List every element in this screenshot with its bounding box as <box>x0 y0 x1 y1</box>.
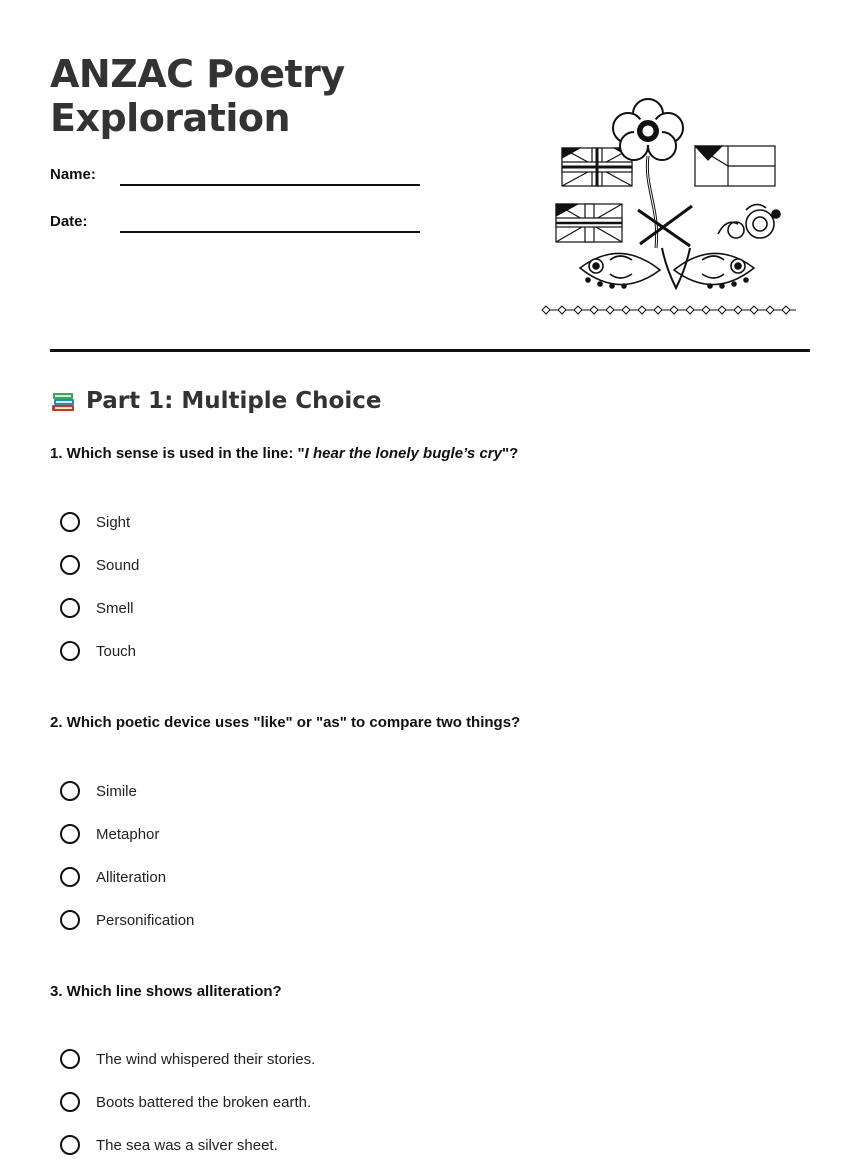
option-label: Alliteration <box>96 868 167 886</box>
q3-option-3[interactable] <box>60 1132 278 1158</box>
q2-option-simile[interactable] <box>60 778 137 804</box>
option-label: Smell <box>96 599 134 617</box>
question-2: 2. Which poetic device uses "like" or "as" to compare two things? <box>50 714 521 731</box>
option-label: The wind whispered their stories. <box>96 1050 316 1068</box>
page-title-line-1: ANZAC Poetry <box>50 52 345 96</box>
maori-pattern-icon <box>580 248 754 288</box>
radio-button[interactable] <box>60 867 80 887</box>
name-field-row <box>50 166 420 190</box>
radio-button[interactable] <box>60 910 80 930</box>
name-label: Name: <box>50 166 96 183</box>
radio-button[interactable] <box>60 1135 80 1155</box>
radio-button[interactable] <box>60 555 80 575</box>
poppy-icon <box>613 99 683 160</box>
radio-button[interactable] <box>60 824 80 844</box>
section-heading-text: Part 1: Multiple Choice <box>86 388 382 414</box>
q3-option-2[interactable] <box>60 1089 311 1115</box>
page-title <box>50 52 345 140</box>
radio-button[interactable] <box>60 1092 80 1112</box>
q1-option-smell[interactable] <box>60 595 134 621</box>
option-label: Metaphor <box>96 825 160 843</box>
radio-button[interactable] <box>60 512 80 532</box>
date-field-row <box>50 213 420 237</box>
option-label: Personification <box>96 911 195 929</box>
radio-button[interactable] <box>60 598 80 618</box>
name-field[interactable] <box>120 184 420 186</box>
anzac-illustration <box>540 98 802 318</box>
question-3: 3. Which line shows alliteration? <box>50 983 282 1000</box>
date-label: Date: <box>50 213 88 230</box>
option-label: Boots battered the broken earth. <box>96 1093 312 1111</box>
q2-option-personification[interactable] <box>60 907 194 933</box>
page-title-line-2: Exploration <box>50 96 291 140</box>
diamond-border <box>542 306 796 314</box>
option-label: Sight <box>96 513 131 531</box>
question-1-prefix: 1. Which sense is used in the line: " <box>50 445 305 462</box>
option-label: The sea was a silver sheet. <box>96 1136 278 1154</box>
question-1-suffix: "? <box>501 445 519 462</box>
radio-button[interactable] <box>60 781 80 801</box>
koru-ornament-icon <box>718 204 780 238</box>
option-label: Simile <box>96 782 137 800</box>
crossed-rifles-icon <box>638 206 692 246</box>
question-1 <box>50 445 518 462</box>
radio-button[interactable] <box>60 641 80 661</box>
flag-icon <box>695 146 775 186</box>
q2-option-alliteration[interactable] <box>60 864 166 890</box>
union-jack-flag-icon-2 <box>556 204 622 242</box>
question-1-quote: I hear the lonely bugle’s cry <box>304 445 502 462</box>
books-icon <box>50 388 76 414</box>
q3-option-1[interactable] <box>60 1046 315 1072</box>
option-label: Touch <box>96 642 137 660</box>
q2-option-metaphor[interactable] <box>60 821 159 847</box>
q1-option-sight[interactable] <box>60 509 130 535</box>
section-heading <box>50 388 381 414</box>
option-label: Sound <box>96 556 140 574</box>
q1-option-touch[interactable] <box>60 638 136 664</box>
radio-button[interactable] <box>60 1049 80 1069</box>
q1-option-sound[interactable] <box>60 552 139 578</box>
header-divider <box>50 349 810 352</box>
date-field[interactable] <box>120 231 420 233</box>
